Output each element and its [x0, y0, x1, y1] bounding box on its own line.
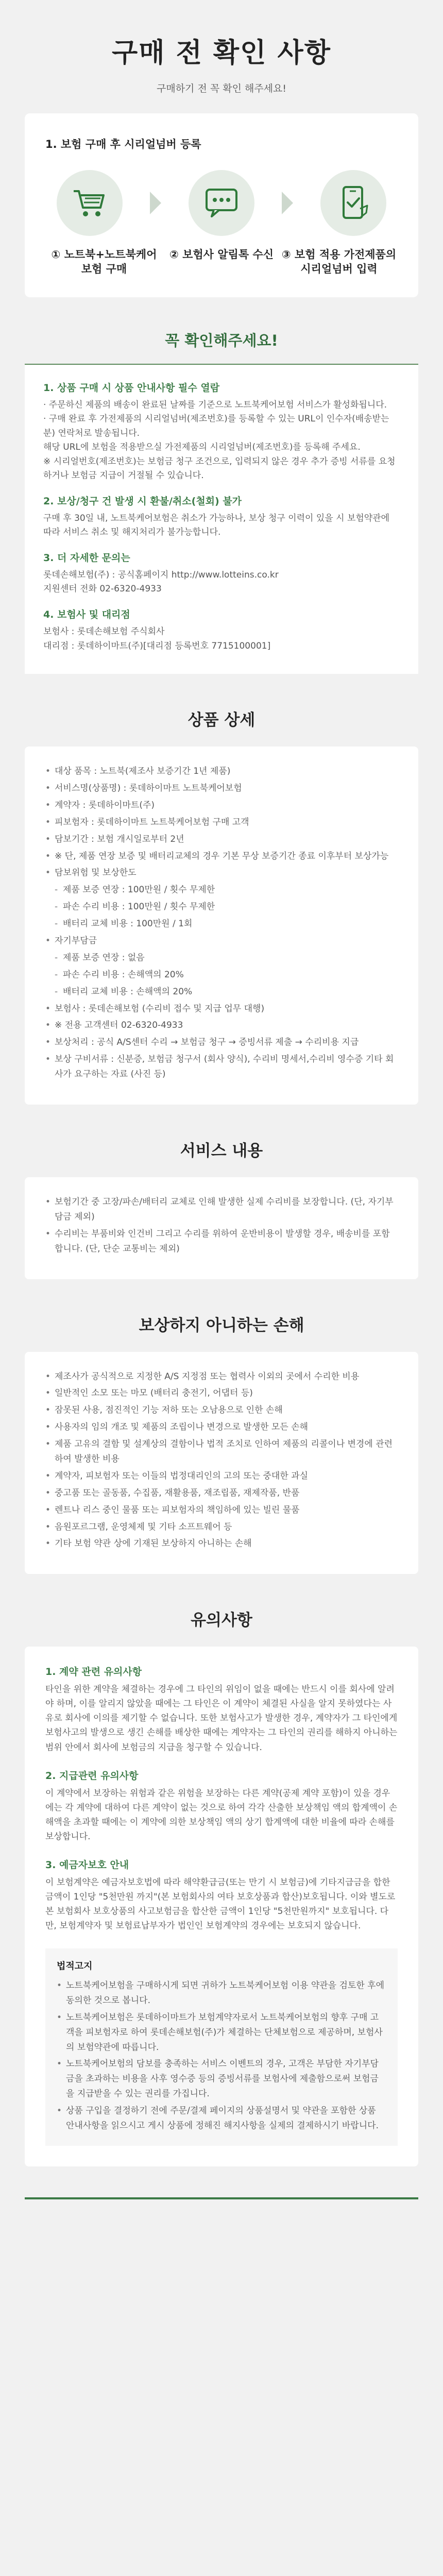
caution-title: 유의사항 — [191, 1611, 252, 1630]
list-item: • 음원포르그램, 운영체제 및 기타 소프트웨어 등 — [45, 1520, 398, 1535]
notice-text: 보험사 : 롯데손해보험 주식회사 대리점 : 롯데하이마트(주)[대리점 등록번호 7715100001] — [43, 626, 271, 651]
notice-text: · 주문하신 제품의 배송이 완료된 날짜를 기준으로 노트북케어보험 서비스가 활성화됩니다. · 구매 완료 후 가전제품의 시리얼넘버(제조번호)를 등록할 수 있는 URL이 인수자(배송받는 분) 연락처로 발송됩니다. 해당 URL에 보험을 적용받으실 가전제품의 시리얼넘버(제조번호)를 등록해 주세요. ※ 시리얼번호(제조번호)는 보험금 청구 조건으로, 입력되지 않은 경우 추가 증빙 서류를 요청하거나 보험금 지급이 거절될 수 있습니다. — [43, 399, 396, 481]
list-item: • 일반적인 소모 또는 마모 (배터리 충전기, 어댑터 등) — [45, 1386, 398, 1401]
caution-card — [25, 1647, 418, 2166]
list-item: • 렌트나 리스 중인 물품 또는 피보험자의 책임하에 있는 빌린 물품 — [45, 1503, 398, 1518]
notice-heading: 3. 더 자세한 문의는 — [43, 552, 130, 564]
chat-icon — [205, 188, 238, 218]
service-title: 서비스 내용 — [180, 1141, 263, 1160]
list-item: • 사용자의 임의 개조 및 제품의 조립이나 변경으로 발생한 모든 손해 — [45, 1420, 398, 1435]
legal-notice-box — [45, 1948, 398, 2146]
list-item: • 기타 보험 약관 상에 기재된 보상하지 아니하는 손해 — [45, 1536, 398, 1551]
list-item: • ※ 전용 고객센터 02-6320-4933 — [45, 1018, 398, 1033]
step-label: ② 보험사 알림톡 수신 — [169, 248, 274, 261]
step-label: ③ 보험 적용 가전제품의 시리얼넘버 입력 — [281, 248, 397, 276]
caution-text: 타인을 위한 계약을 체결하는 경우에 그 타인의 위임이 없을 때에는 반드시 이를 회사에 알려야 하며, 이를 알리지 않았을 때에는 그 타인은 이 계약이 체결된 사실을 알지 못하였다는 사유로 회사에 이의를 제기할 수 없습니다. 또한 보험사고가 발생한 경우, 계약자가 그 타인에게 보험사고의 발생으로 생긴 손해를 배상한 때에는 계약자는 그 타인의 권리를 해하지 아니하는 범위 안에서 회사에 보험금의 지급을 청구할 수 있습니다. — [45, 1684, 398, 1753]
steps-card — [25, 113, 418, 297]
list-item: • 상품 구입을 결정하기 전에 주문/결제 페이지의 상품설명서 및 약관을 포함한 상품 안내사항을 읽으시고 게시 상품에 정해진 해지사항을 실제의 결제하시기 바랍니다. — [57, 2104, 386, 2133]
list-item: • 담보기간 : 보험 개시일로부터 2년 — [45, 832, 398, 847]
legal-notice-title: 법적고지 — [57, 1960, 93, 1972]
list-item: • 담보위험 및 보상한도 — [45, 866, 398, 880]
list-item: - 파손 수리 비용 : 100만원 / 횟수 무제한 — [45, 900, 398, 914]
service-list — [45, 1195, 398, 1257]
details-card — [25, 747, 418, 1105]
notice-heading: 1. 상품 구매 시 상품 안내사항 필수 열람 — [43, 382, 220, 394]
list-item: • 노트북케어보험을 구매하시게 되면 귀하가 노트북케어보험 이용 약관을 검토한 후에 동의한 것으로 봅니다. — [57, 1978, 386, 2008]
step-3-circle — [320, 170, 386, 236]
list-item: - 배터리 교체 비용 : 손해액의 20% — [45, 985, 398, 999]
service-card — [25, 1177, 418, 1279]
notice-heading: 2. 보상/청구 건 발생 시 환불/취소(철회) 불가 — [43, 495, 242, 507]
list-item: • 대상 품목 : 노트북(제조사 보증기간 1년 제품) — [45, 764, 398, 779]
details-title: 상품 상세 — [188, 711, 255, 730]
list-item: • 보험사 : 롯데손해보험 (수리비 접수 및 지급 업무 대행) — [45, 1002, 398, 1016]
arrow-right-icon — [282, 192, 293, 214]
list-item: • 서비스명(상품명) : 롯데하이마트 노트북케어보험 — [45, 781, 398, 796]
steps-labels — [45, 247, 398, 277]
steps-icons — [45, 170, 398, 236]
caution-text: 이 보험계약은 예금자보호법에 따라 해약환급금(또는 만기 시 보험금)에 기타지급금을 합한 금액이 1인당 "5천만원 까지"(본 보험회사의 여타 보호상품과 합산)보호됩니다. 이와 별도로 본 보험회사 보호상품의 사고보험금을 합산한 금액이 1인당 "5천만원까지" 보호됩니다. 다만, 보험계약자 및 보험료납부자가 법인인 보험계약의 경우에는 보호되지 않습니다. — [45, 1877, 396, 1931]
list-item: • 피보험자 : 롯데하이마트 노트북케어보험 구매 고객 — [45, 815, 398, 830]
list-item: • 보상 구비서류 : 신분증, 보험금 청구서 (회사 양식), 수리비 명세서,수리비 영수증 기타 회사가 요구하는 자료 (사진 등) — [45, 1052, 398, 1082]
exclusions-list — [45, 1369, 398, 1552]
list-item: • 계약자, 피보험자 또는 이들의 법정대리인의 고의 또는 중대한 과실 — [45, 1469, 398, 1484]
caution-heading: 3. 예금자보호 안내 — [45, 1859, 129, 1871]
list-item: • 잠못된 사용, 점진적인 기능 저하 또는 오남용으로 인한 손해 — [45, 1403, 398, 1418]
exclusions-title: 보상하지 아니하는 손해 — [139, 1316, 304, 1335]
phone-check-icon — [337, 185, 369, 221]
page-subtitle: 구매하기 전 꼭 확인 해주세요! — [156, 83, 287, 94]
list-item: • 보험기간 중 고장/파손/배터리 교체로 인해 발생한 실제 수리비를 보장합니다. (단, 자기부담금 제외) — [45, 1195, 398, 1225]
step-2-circle — [189, 170, 254, 236]
list-item: - 제품 보증 연장 : 100만원 / 횟수 무제한 — [45, 883, 398, 897]
notice-heading: 4. 보험사 및 대리점 — [43, 609, 130, 620]
list-item: • 제조사가 공식적으로 지정한 A/S 지정점 또는 협력사 이외의 곳에서 수리한 비용 — [45, 1369, 398, 1384]
notice-title: 꼭 확인해주세요! — [165, 331, 278, 349]
caution-heading: 2. 지급관련 유의사항 — [45, 1770, 139, 1782]
cart-icon — [72, 187, 108, 219]
steps-title: 1. 보험 구매 후 시리얼넘버 등록 — [45, 138, 201, 150]
notice-text: 롯데손해보험(주) : 공식홈페이지 http://www.lotteins.co.kr 지원센터 전화 02-6320-4933 — [43, 569, 279, 595]
list-item: - 파손 수리 비용 : 손해액의 20% — [45, 968, 398, 982]
list-item: • 노트북케어보험은 롯데하이마트가 보험계약자로서 노트북케어보험의 향후 구매 고객을 피보험자로 하여 롯데손해보험(주)가 체결하는 단체보험으로 제공하며, 보험사의 보험약관에 따릅니다. — [57, 2010, 386, 2055]
caution-heading: 1. 계약 관련 유의사항 — [45, 1666, 142, 1678]
bottom-divider — [25, 2197, 418, 2199]
notice-text: 구매 후 30일 내, 노트북케어보험은 취소가 가능하나, 보상 청구 이력이 있을 시 보험약관에 따라 서비스 취소 및 해지처리가 불가능합니다. — [43, 513, 390, 538]
list-item: - 배터리 교체 비용 : 100만원 / 1회 — [45, 917, 398, 931]
list-item: • 계약자 : 롯데하이마트(주) — [45, 798, 398, 813]
details-list — [45, 764, 398, 1082]
list-item: • ※ 단, 제품 연장 보증 및 배터리교체의 경우 기본 무상 보증기간 종료 이후부터 보상가능 — [45, 849, 398, 864]
list-item: • 중고품 또는 골동품, 수집품, 재활용품, 재조립품, 재제작품, 반품 — [45, 1486, 398, 1501]
notice-box — [25, 364, 418, 674]
legal-notice-list — [57, 1978, 386, 2133]
caution-text: 이 계약에서 보장하는 위험과 같은 위험을 보장하는 다른 계약(공제 계약 포함)이 있을 경우에는 각 계약에 대하여 다른 계약이 없는 것으로 하여 각각 산출한 보상책임 액의 합계액이 손해액을 초과할 때에는 이 계약에 의한 보상책임 액의 상기 합계액에 대한 비율에 따라 손해를 보상합니다. — [45, 1788, 398, 1842]
list-item: • 수리비는 부품비와 인건비 그리고 수리를 위하여 운반비용이 발생할 경우, 배송비를 포함합니다. (단, 단순 교통비는 제외) — [45, 1227, 398, 1257]
header — [0, 0, 443, 113]
list-item: • 자기부담금 — [45, 934, 398, 948]
list-item: • 노트북케어보험의 담보를 충족하는 서비스 이벤트의 경우, 고객은 부담한 자기부담금을 초과하는 비용을 사후 영수증 등의 증빙서류를 보험사에 제출함으로써 보험금을 지급받을 수 있는 권리를 가집니다. — [57, 2057, 386, 2102]
list-item: • 보상처리 : 공식 A/S센터 수리 → 보험금 청구 → 증빙서류 제출 → 수리비용 지급 — [45, 1035, 398, 1050]
arrow-right-icon — [150, 192, 161, 214]
step-label: ① 노트북+노트북케어 보험 구매 — [51, 248, 157, 276]
page-title: 구매 전 확인 사항 — [112, 38, 331, 69]
list-item: - 제품 보증 연장 : 없음 — [45, 951, 398, 965]
exclusions-card — [25, 1352, 418, 1574]
step-1-circle — [57, 170, 123, 236]
list-item: • 제품 고유의 결함 및 설계상의 결함이나 법적 조치로 인하여 제품의 리콜이나 변경에 관련하여 발생한 비용 — [45, 1437, 398, 1467]
